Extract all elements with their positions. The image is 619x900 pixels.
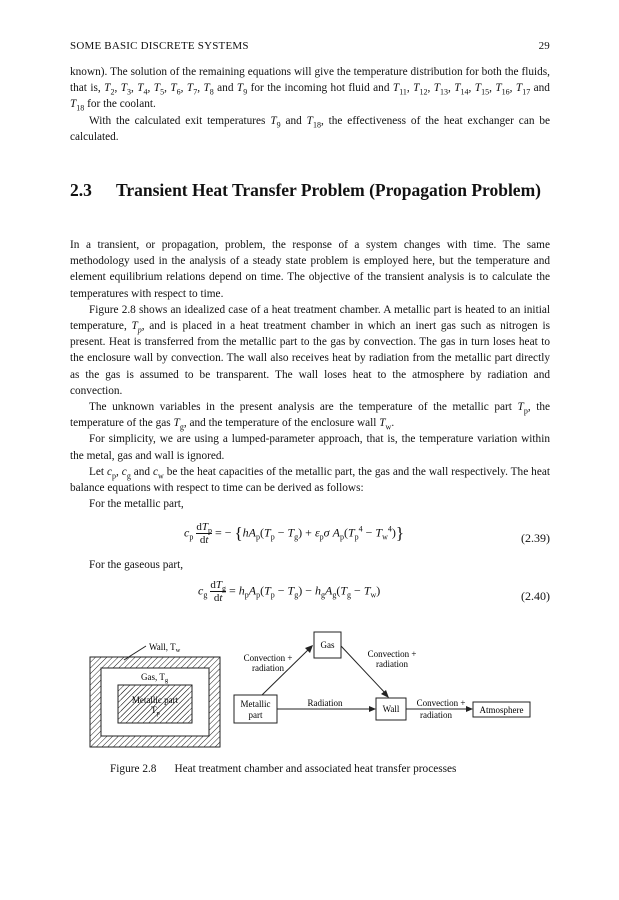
- paragraph-continued: known). The solution of the remaining equations will give the temperature distribution for both the fluids, that is, $T_2$, $T_3$, $T_4$, $T_5$, $T_6$, $T_7$, $T_8$ and $T_9$ for the incoming hot fluid and $T_{11}$, $T_{12}$, $T_{13}$, $T_{14}$, $T_{15}$, $T_{16}$, $T_{17}$ and $T_{18}$ for the coolant.: [70, 66, 550, 113]
- paragraph-figure-ref: Figure 2.8 shows an idealized case of a heat treatment chamber. A metallic part is heated to an initial temperature, $T_p$, and is placed in a heat treatment chamber in which an inert gas such as nitrogen is present. Heat is transferred from the metallic part to the gas by convection. The gas in turn loses heat to the enclosure wall by convection. The wall also receives heat by radiation from the metallic part directly as the gas is assumed to be transparent. The wall loses heat to the atmosphere by radiation and convection.: [70, 303, 550, 397]
- paragraph-metallic-part: For the metallic part,: [89, 498, 184, 511]
- page-number: 29: [538, 40, 550, 52]
- section-number: 2.3: [70, 180, 92, 200]
- gas-label: Gas, $T_g$: [141, 672, 169, 684]
- right-convection-line2: radiation: [376, 659, 408, 669]
- chamber-schematic: [90, 642, 220, 747]
- left-convection-line1: Convection +: [243, 653, 293, 663]
- wall-label: Wall, $T_w$: [149, 642, 181, 654]
- left-convection-line2: radiation: [252, 663, 284, 673]
- metallic-node-line2: part: [248, 710, 263, 720]
- figure-caption: [110, 763, 456, 775]
- metallic-node-line1: Metallic: [240, 699, 271, 709]
- metallic-part-temp: $T_p$: [151, 705, 160, 717]
- section-title: Transient Heat Transfer Problem (Propagation Problem): [116, 180, 541, 200]
- wall-atmosphere-line2: radiation: [420, 710, 452, 720]
- paragraph-unknowns: The unknown variables in the present analysis are the temperature of the metallic part $T_p$, the temperature of the gas $T_g$, and the temperature of the enclosure wall $T_w$.: [70, 401, 550, 432]
- wall-node-label: Wall: [382, 704, 400, 714]
- figure-caption-number: Figure 2.8: [110, 763, 157, 775]
- metallic-part-label: Metallic part: [131, 695, 179, 705]
- figure-caption-text: Heat treatment chamber and associated heat transfer processes: [174, 763, 457, 775]
- paragraph-effectiveness: With the calculated exit temperatures $T_9$ and $T_{18}$, the effectiveness of the heat exchanger can be calculated.: [70, 114, 550, 143]
- paragraph-lumped: For simplicity, we are using a lumped-parameter approach, that is, the temperature variation within the metal, gas and wall is ignored.: [70, 433, 550, 462]
- equation-tag: (2.39): [521, 531, 550, 545]
- paragraph-heat-capacities: Let $c_p$, $c_g$ and $c_w$ be the heat capacities of the metallic part, the gas and the wall respectively. The heat balance equations with respect to time can be derived as follows:: [70, 465, 550, 495]
- equation-tag: (2.40): [521, 589, 550, 603]
- atmosphere-node-label: Atmosphere: [479, 705, 524, 715]
- paragraph-transient: In a transient, or propagation, problem, the response of a system changes with time. The same methodology used in the analysis of a steady state problem is employed here, but the temperature and element equilibrium relations depend on time. The objective of the transient analysis is to calculate the temperatures with respect to time.: [70, 239, 550, 300]
- paragraph-gaseous-part: For the gaseous part,: [89, 559, 184, 571]
- heat-flow-diagram: [234, 632, 530, 723]
- wall-atmosphere-line1: Convection +: [416, 698, 466, 708]
- running-title: SOME BASIC DISCRETE SYSTEMS: [70, 40, 249, 52]
- radiation-label: Radiation: [307, 698, 343, 708]
- right-convection-line1: Convection +: [367, 649, 417, 659]
- gas-node-label: Gas: [320, 640, 335, 650]
